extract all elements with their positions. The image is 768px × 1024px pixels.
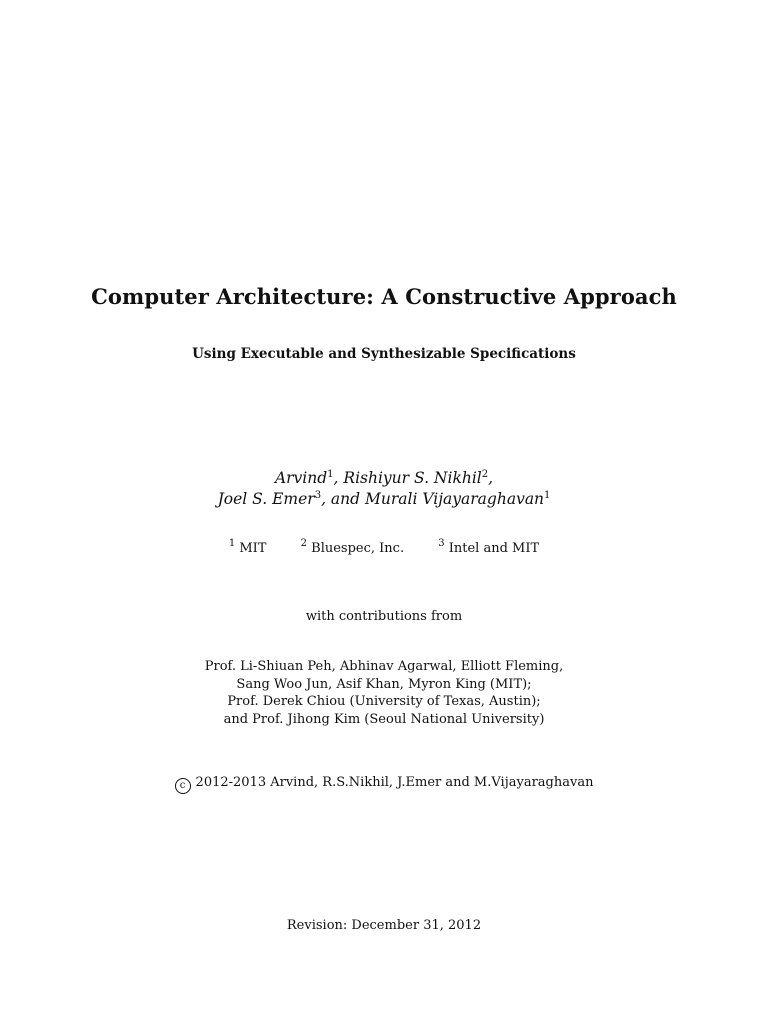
- affiliation-name: Intel and MIT: [448, 541, 540, 556]
- affiliation-item: [438, 538, 540, 556]
- affiliation-mark: 3: [438, 538, 445, 549]
- contributors-list: [0, 658, 768, 728]
- affiliation-mark: 2: [300, 538, 307, 549]
- affiliation-mark: 1: [327, 469, 334, 480]
- author-block: [0, 468, 768, 510]
- affiliation-mark: 1: [544, 490, 551, 501]
- author-name: Rishiyur S. Nikhil: [343, 469, 482, 487]
- author-separator: ,: [488, 469, 494, 487]
- author-line-2: [0, 489, 768, 510]
- contributors-line: Sang Woo Jun, Asif Khan, Myron King (MIT);: [236, 676, 532, 692]
- affiliation-name: Bluespec, Inc.: [311, 541, 405, 556]
- revision-date: Revision: December 31, 2012: [286, 918, 482, 933]
- affiliation-mark: 2: [481, 469, 489, 480]
- copyright-text: 2012-2013 Arvind, R.S.Nikhil, J.Emer and M.Vijayaraghavan: [195, 775, 594, 790]
- book-subtitle: Using Executable and Synthesizable Specifications: [192, 346, 576, 362]
- author-name: Joel S. Emer: [217, 490, 315, 508]
- affiliations: [0, 538, 768, 556]
- affiliation-item: [300, 538, 405, 556]
- contributions-heading: with contributions from: [305, 609, 463, 624]
- book-title: Computer Architecture: A Constructive Approach: [91, 284, 677, 309]
- author-line-1: [0, 468, 768, 489]
- affiliation-mark: 1: [228, 538, 236, 549]
- author-separator: ,: [333, 469, 344, 487]
- contributors-line: Prof. Li-Shiuan Peh, Abhinav Agarwal, Elliott Fleming,: [204, 659, 564, 674]
- contributors-line: Prof. Derek Chiou (University of Texas, Austin);: [227, 694, 541, 709]
- affiliation-name: MIT: [239, 541, 267, 556]
- author-separator: , and: [321, 490, 365, 508]
- copyright-notice: [0, 775, 768, 794]
- contributors-line: and Prof. Jihong Kim (Seoul National University): [223, 711, 545, 727]
- author-name: Murali Vijayaraghavan: [365, 490, 545, 508]
- copyright-icon: c: [175, 778, 191, 794]
- author-name: Arvind: [274, 469, 328, 487]
- affiliation-mark: 3: [314, 490, 322, 501]
- affiliation-item: [228, 538, 267, 556]
